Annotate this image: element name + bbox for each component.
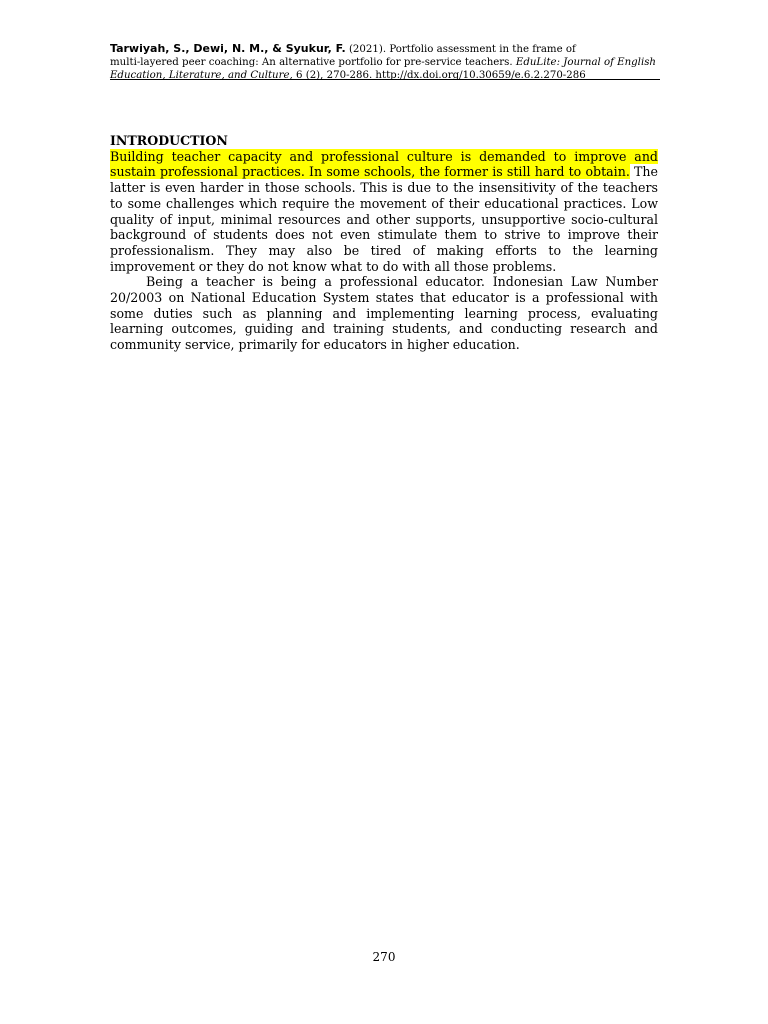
header-citation-line-1 — [110, 43, 660, 57]
header-divider — [110, 79, 660, 80]
citation-journal-part1: EduLite: Journal of English — [515, 56, 656, 68]
main-content — [110, 133, 658, 353]
paragraph-1 — [110, 149, 658, 275]
citation-journal-part2: Education, Literature, and Culture, — [110, 69, 293, 81]
header-citation-line-2 — [110, 57, 660, 70]
highlighted-text: Building teacher capacity and professional culture is demanded to improve and sustain professional practices. In some schools, the former is still hard to obtain. — [110, 148, 658, 180]
header-citation-line-3 — [110, 70, 660, 83]
citation-title-part2: multi-layered peer coaching: An alternative portfolio for pre-service teachers. — [110, 56, 513, 68]
running-header — [110, 43, 660, 82]
paragraph-2: Being a teacher is being a professional educator. Indonesian Law Number 20/2003 on National Education System states that educator is a professional with some duties such as planning and implementing learning process, evaluating learning outcomes, guiding and training students, and conducting research and community service, primarily for educators in higher education. — [110, 274, 658, 353]
citation-volume-pages-doi: 6 (2), 270-286. http://dx.doi.org/10.30659/e.6.2.270-286 — [296, 69, 586, 81]
page-number: 270 — [372, 950, 396, 964]
citation-authors: Tarwiyah, S., Dewi, N. M., & Syukur, F. — [110, 42, 346, 55]
paragraph-1-body: The latter is even harder in those schools. This is due to the insensitivity of the teachers to some challenges which require the movement of their educational practices. Low quality of input, minimal resources and other supports, unsupportive socio-cultural background of students does not even stimulate them to strive to improve their professionalism. They may also be tired of making efforts to the learning improvement or they do not know what to do with all those problems. — [110, 164, 659, 274]
citation-year: (2021). — [348, 44, 387, 55]
section-heading: INTRODUCTION — [110, 133, 228, 148]
citation-title-part1: Portfolio assessment in the frame of — [389, 44, 576, 55]
